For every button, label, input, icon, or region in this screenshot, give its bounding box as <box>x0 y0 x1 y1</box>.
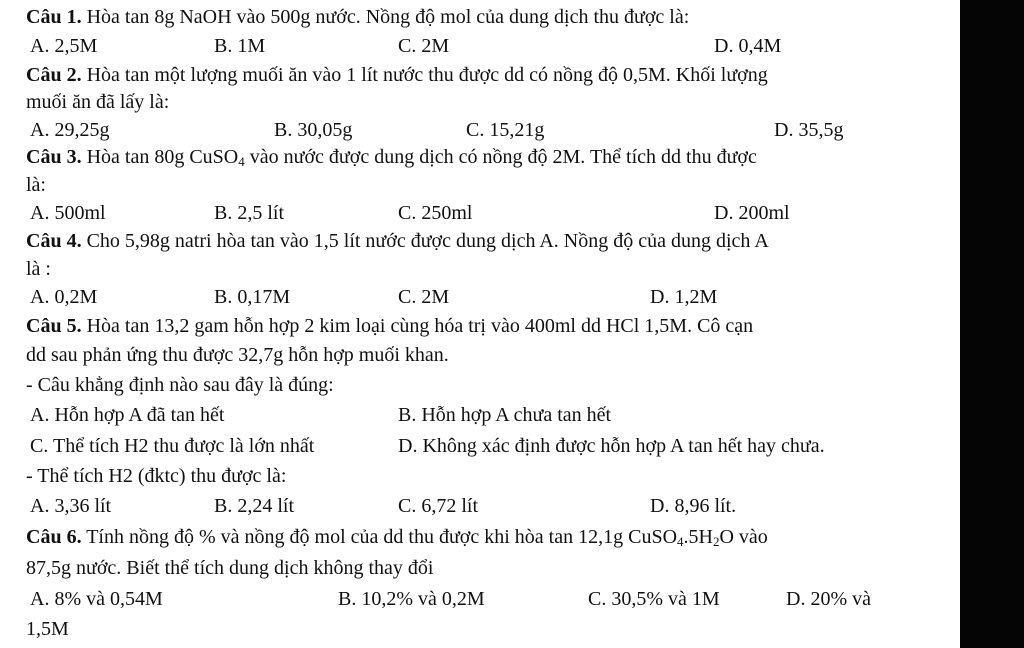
question-3-text-a: Hòa tan 80g CuSO <box>81 146 239 168</box>
question-6-stem-cont: 87,5g nước. Biết thể tích dung dịch không thay đổi <box>26 557 434 579</box>
question-5-sub1-option-a: A. Hỗn hợp A đã tan hết <box>30 404 225 426</box>
question-4-stem <box>26 227 956 256</box>
question-6-option-c: C. 30,5% và 1M <box>588 588 720 610</box>
question-6-text-b: .5H <box>683 526 713 548</box>
question-6-label: Câu 6. <box>26 526 82 548</box>
question-4-option-a: A. 0,2M <box>30 286 98 308</box>
question-6-stem <box>26 523 956 552</box>
question-3-stem-cont: là: <box>26 174 46 196</box>
question-2-option-d: D. 35,5g <box>774 119 844 141</box>
question-3-stem <box>26 143 956 172</box>
question-3-subscript: 4 <box>238 154 245 169</box>
question-4-option-b: B. 0,17M <box>214 286 291 308</box>
question-6-option-d: D. 20% và <box>786 588 871 610</box>
question-5-label: Câu 5. <box>26 315 82 337</box>
question-5-sub2-option-d: D. 8,96 lít. <box>650 495 737 517</box>
question-1-option-c: C. 2M <box>398 35 450 57</box>
question-1-option-d: D. 0,4M <box>714 35 782 57</box>
question-2-text: Hòa tan một lượng muối ăn vào 1 lít nước thu được dd có nồng độ 0,5M. Khối lượng <box>81 64 768 86</box>
question-4-stem-cont: là : <box>26 258 51 280</box>
question-6-text-c: O vào <box>719 526 768 548</box>
question-6-option-d-cont: 1,5M <box>26 618 69 640</box>
question-6-option-a: A. 8% và 0,54M <box>30 588 163 610</box>
question-5-subquestion-2: - Thể tích H2 (đktc) thu được là: <box>26 465 287 487</box>
question-6-subscript-2: 2 <box>712 534 720 549</box>
question-6-text-a: Tính nồng độ % và nồng độ mol của dd thu được khi hòa tan 12,1g CuSO <box>81 526 678 548</box>
question-4-text: Cho 5,98g natri hòa tan vào 1,5 lít nước được dung dịch A. Nồng độ của dung dịch A <box>81 230 769 252</box>
right-dark-strip <box>960 0 1024 648</box>
question-6-option-b: B. 10,2% và 0,2M <box>338 588 485 610</box>
question-1-label: Câu 1. <box>26 6 82 28</box>
question-2-option-a: A. 29,25g <box>30 119 110 141</box>
question-6-subscript-4: 4 <box>677 534 684 549</box>
question-3-option-b: B. 2,5 lít <box>214 202 285 224</box>
question-3-text-b: vào nước được dung dịch có nồng độ 2M. Thể tích dd thu được <box>244 146 757 168</box>
question-3-option-a: A. 500ml <box>30 202 106 224</box>
question-4-option-d: D. 1,2M <box>650 286 718 308</box>
question-2-stem-cont: muối ăn đã lấy là: <box>26 91 170 113</box>
question-2-stem <box>26 61 956 90</box>
question-4-option-c: C. 2M <box>398 286 450 308</box>
question-5-sub1-option-b: B. Hỗn hợp A chưa tan hết <box>398 404 612 426</box>
question-2-label: Câu 2. <box>26 64 82 86</box>
question-5-sub2-option-a: A. 3,36 lít <box>30 495 112 517</box>
question-2-option-b: B. 30,05g <box>274 119 353 141</box>
question-5-stem <box>26 312 956 341</box>
question-5-sub2-option-c: C. 6,72 lít <box>398 495 479 517</box>
question-5-sub1-option-d: D. Không xác định được hỗn hợp A tan hết hay chưa. <box>398 435 825 457</box>
question-5-text: Hòa tan 13,2 gam hỗn hợp 2 kim loại cùng hóa trị vào 400ml dd HCl 1,5M. Cô cạn <box>81 315 754 337</box>
question-5-subquestion-1: - Câu khẳng định nào sau đây là đúng: <box>26 374 334 396</box>
question-5-stem-cont: dd sau phản ứng thu được 32,7g hỗn hợp muối khan. <box>26 344 449 366</box>
question-1-stem <box>26 3 956 32</box>
question-5-sub2-option-b: B. 2,24 lít <box>214 495 295 517</box>
question-1-option-b: B. 1M <box>214 35 266 57</box>
question-1-text: Hòa tan 8g NaOH vào 500g nước. Nồng độ mol của dung dịch thu được là: <box>81 6 690 28</box>
question-1-option-a: A. 2,5M <box>30 35 98 57</box>
question-3-option-c: C. 250ml <box>398 202 473 224</box>
question-4-label: Câu 4. <box>26 230 82 252</box>
question-2-option-c: C. 15,21g <box>466 119 545 141</box>
question-5-sub1-option-c: C. Thể tích H2 thu được là lớn nhất <box>30 435 315 457</box>
question-3-label: Câu 3. <box>26 146 82 168</box>
question-3-option-d: D. 200ml <box>714 202 790 224</box>
